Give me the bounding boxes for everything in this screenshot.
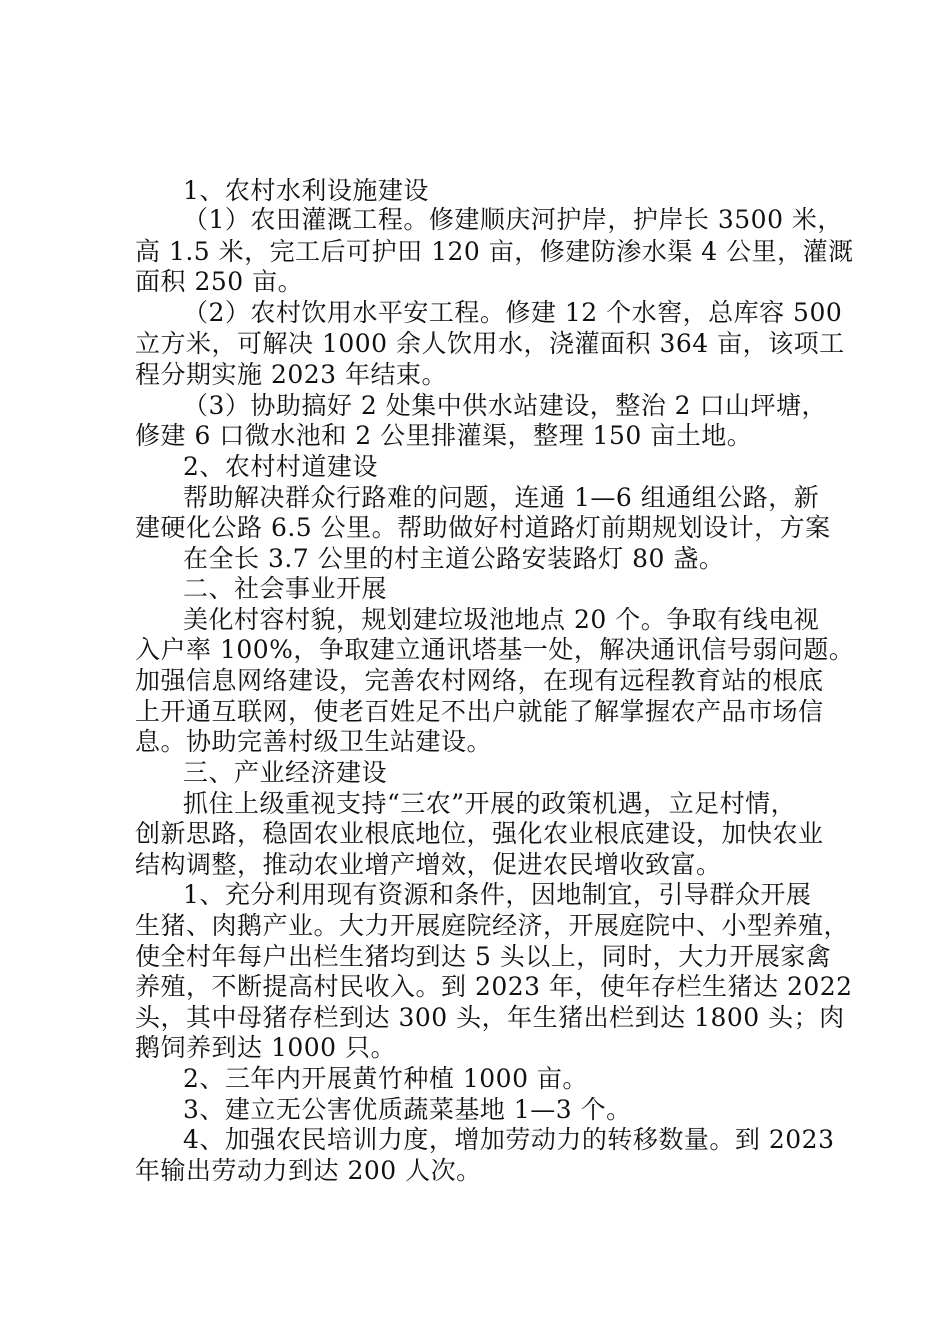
paragraph-line: 程分期实施 2023 年结束。 xyxy=(135,360,448,389)
paragraph-line: 息。协助完善村级卫生站建设。 xyxy=(135,727,493,756)
paragraph-line: 年输出劳动力到达 200 人次。 xyxy=(135,1156,482,1185)
paragraph-line: 立方米，可解决 1000 余人饮用水，浇灌面积 364 亩，该项工 xyxy=(135,329,845,358)
paragraph-line: （1）农田灌溉工程。修建顺庆河护岸，护岸长 3500 米， xyxy=(183,205,843,234)
paragraph-line: 在全长 3.7 公里的村主道公路安装路灯 80 盏。 xyxy=(183,544,725,573)
heading-water-facilities: 1、农村水利设施建设 xyxy=(183,176,429,205)
paragraph-line: 养殖，不断提高村民收入。到 2023 年，使年存栏生猪达 2022 xyxy=(135,972,853,1001)
paragraph-line: 抓住上级重视支持“三农”开展的政策机遇，立足村情， xyxy=(183,789,797,818)
heading-industrial-economy: 三、产业经济建设 xyxy=(183,758,388,787)
paragraph-line: 3、建立无公害优质蔬菜基地 1—3 个。 xyxy=(183,1095,632,1124)
paragraph-line: 鹅饲养到达 1000 只。 xyxy=(135,1033,397,1062)
paragraph-line: 使全村年每户出栏生猪均到达 5 头以上，同时，大力开展家禽 xyxy=(135,942,832,971)
paragraph-line: 4、加强农民培训力度，增加劳动力的转移数量。到 2023 xyxy=(183,1125,835,1154)
heading-social-affairs: 二、社会事业开展 xyxy=(183,574,388,603)
paragraph-line: 创新思路，稳固农业根底地位，强化农业根底建设，加快农业 xyxy=(135,819,824,848)
paragraph-line: 高 1.5 米，完工后可护田 120 亩，修建防渗水渠 4 公里，灌溉 xyxy=(135,237,854,266)
paragraph-line: 美化村容村貌，规划建垃圾池地点 20 个。争取有线电视 xyxy=(183,605,820,634)
paragraph-line: （3）协助搞好 2 处集中供水站建设，整治 2 口山坪塘， xyxy=(183,391,828,420)
paragraph-line: 帮助解决群众行路难的问题，连通 1—6 组通组公路，新 xyxy=(183,483,820,512)
paragraph-line: 建硬化公路 6.5 公里。帮助做好村道路灯前期规划设计，方案 xyxy=(135,513,831,542)
paragraph-line: 面积 250 亩。 xyxy=(135,267,304,296)
paragraph-line: 生猪、肉鹅产业。大力开展庭院经济，开展庭院中、小型养殖， xyxy=(135,911,850,940)
paragraph-line: 上开通互联网，使老百姓足不出户就能了解掌握农产品市场信 xyxy=(135,697,824,726)
paragraph-line: 1、充分利用现有资源和条件，因地制宜，引导群众开展 xyxy=(183,880,812,909)
heading-village-roads: 2、农村村道建设 xyxy=(183,452,378,481)
paragraph-line: 2、三年内开展黄竹种植 1000 亩。 xyxy=(183,1064,588,1093)
paragraph-line: 头，其中母猪存栏到达 300 头，年生猪出栏到达 1800 头；肉 xyxy=(135,1003,845,1032)
paragraph-line: 修建 6 口微水池和 2 公里排灌渠，整理 150 亩土地。 xyxy=(135,421,753,450)
paragraph-line: 加强信息网络建设，完善农村网络，在现有远程教育站的根底 xyxy=(135,666,824,695)
paragraph-line: 结构调整，推动农业增产增效，促进农民增收致富。 xyxy=(135,850,722,879)
paragraph-line: （2）农村饮用水平安工程。修建 12 个水窖，总库容 500 xyxy=(183,298,843,327)
paragraph-line: 入户率 100%，争取建立通讯塔基一处，解决通讯信号弱问题。 xyxy=(135,635,855,664)
